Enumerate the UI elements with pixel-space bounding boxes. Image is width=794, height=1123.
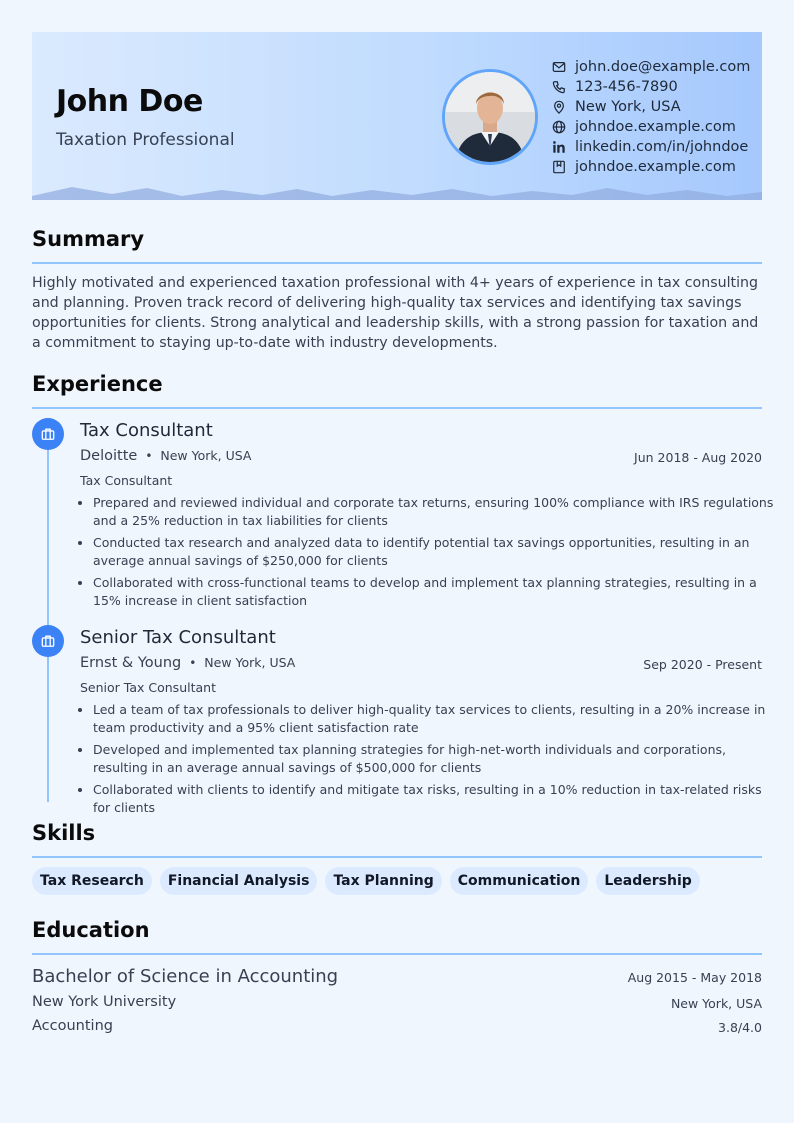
job-entry	[32, 418, 774, 618]
job-dates: Jun 2018 - Aug 2020	[634, 450, 762, 465]
job-bullet: • Collaborated with cross-functional teams to develop and implement tax planning strategies, resulting in a 15% increase in client satisfaction	[93, 574, 775, 610]
contact-portfolio-text: johndoe.example.com	[575, 159, 736, 175]
skills-divider	[32, 856, 762, 858]
job-company-line	[80, 448, 251, 464]
job-bullet: • Collaborated with clients to identify and mitigate tax risks, resulting in a 10% reduction in tax-related risks for clients	[93, 781, 775, 817]
education-location: New York, USA	[670, 996, 762, 1011]
skill-chip: Communication	[450, 867, 589, 895]
header-wave-decoration	[32, 184, 762, 200]
job-subtitle: Tax Consultant	[80, 473, 173, 488]
job-badge	[32, 625, 64, 657]
contact-email[interactable]	[552, 57, 750, 77]
briefcase-icon	[41, 427, 55, 441]
job-bullet: • Led a team of tax professionals to deliver high-quality tax services to clients, resulting in a 20% increase in team productivity and a 95% client satisfaction rate	[93, 701, 775, 737]
experience-heading: Experience	[32, 372, 163, 396]
skills-heading: Skills	[32, 821, 96, 845]
skill-chip: Leadership	[596, 867, 699, 895]
mail-icon	[552, 60, 566, 74]
contact-list	[552, 57, 750, 177]
separator-dot: •	[145, 449, 153, 463]
job-bullet: • Conducted tax research and analyzed data to identify potential tax savings opportunities, resulting in an average annual savings of $250,000 for clients	[93, 534, 775, 570]
summary-text: Highly motivated and experienced taxation professional with 4+ years of experience in tax consulting and planning. Proven track record of delivering high-quality tax services and identifying tax savings opportunities for clients. Strong analytical and leadership skills, with a strong passion for taxation and a commitment to staying up-to-date with industry developments.	[32, 275, 759, 351]
job-company: Ernst & Young	[80, 655, 182, 671]
job-bullet: • Developed and implemented tax planning strategies for high-net-worth individuals and corporations, resulting in an average annual savings of $500,000 for clients	[93, 741, 775, 777]
candidate-name: John Doe	[56, 84, 203, 119]
contact-location	[552, 97, 750, 117]
contact-website-text: johndoe.example.com	[575, 119, 736, 135]
education-divider	[32, 953, 762, 955]
education-gpa: 3.8/4.0	[718, 1020, 762, 1035]
profile-photo	[442, 69, 538, 165]
contact-phone-text: 123-456-7890	[575, 79, 678, 95]
education-school: New York University	[32, 994, 177, 1010]
education-field: Accounting	[32, 1018, 113, 1034]
experience-divider	[32, 407, 762, 409]
skills-list	[32, 867, 700, 895]
skill-chip: Financial Analysis	[160, 867, 318, 895]
contact-email-text: john.doe@example.com	[575, 59, 751, 75]
briefcase-icon	[41, 634, 55, 648]
summary-divider	[32, 262, 762, 264]
job-bullet: • Prepared and reviewed individual and corporate tax returns, ensuring 100% compliance with IRS regulations and a 25% reduction in tax liabilities for clients	[93, 494, 775, 530]
separator-dot: •	[189, 656, 197, 670]
job-title: Tax Consultant	[80, 420, 213, 441]
education-degree: Bachelor of Science in Accounting	[32, 966, 339, 987]
skill-chip: Tax Planning	[325, 867, 441, 895]
contact-linkedin-text: linkedin.com/in/johndoe	[575, 139, 749, 155]
job-subtitle: Senior Tax Consultant	[80, 680, 216, 695]
education-dates: Aug 2015 - May 2018	[627, 970, 762, 985]
job-company: Deloitte	[80, 448, 138, 464]
header-banner	[32, 32, 762, 200]
job-title: Senior Tax Consultant	[80, 627, 276, 648]
job-entry	[32, 625, 766, 815]
job-dates: Sep 2020 - Present	[643, 657, 762, 672]
summary-heading: Summary	[32, 227, 145, 251]
contact-location-text: New York, USA	[575, 99, 681, 115]
job-location: New York, USA	[204, 655, 296, 670]
phone-icon	[552, 80, 566, 94]
job-location: New York, USA	[160, 448, 252, 463]
job-company-line	[80, 655, 295, 671]
job-bullets	[80, 494, 775, 614]
globe-icon	[552, 120, 566, 134]
contact-website[interactable]	[552, 117, 750, 137]
education-heading: Education	[32, 918, 150, 942]
linkedin-icon	[552, 140, 566, 154]
candidate-role: Taxation Professional	[56, 130, 235, 150]
bookmark-icon	[552, 160, 566, 174]
contact-portfolio[interactable]	[552, 157, 750, 177]
contact-linkedin[interactable]	[552, 137, 750, 157]
job-badge	[32, 418, 64, 450]
location-icon	[552, 100, 566, 114]
contact-phone[interactable]	[552, 77, 750, 97]
skill-chip: Tax Research	[32, 867, 152, 895]
job-bullets	[80, 701, 775, 821]
